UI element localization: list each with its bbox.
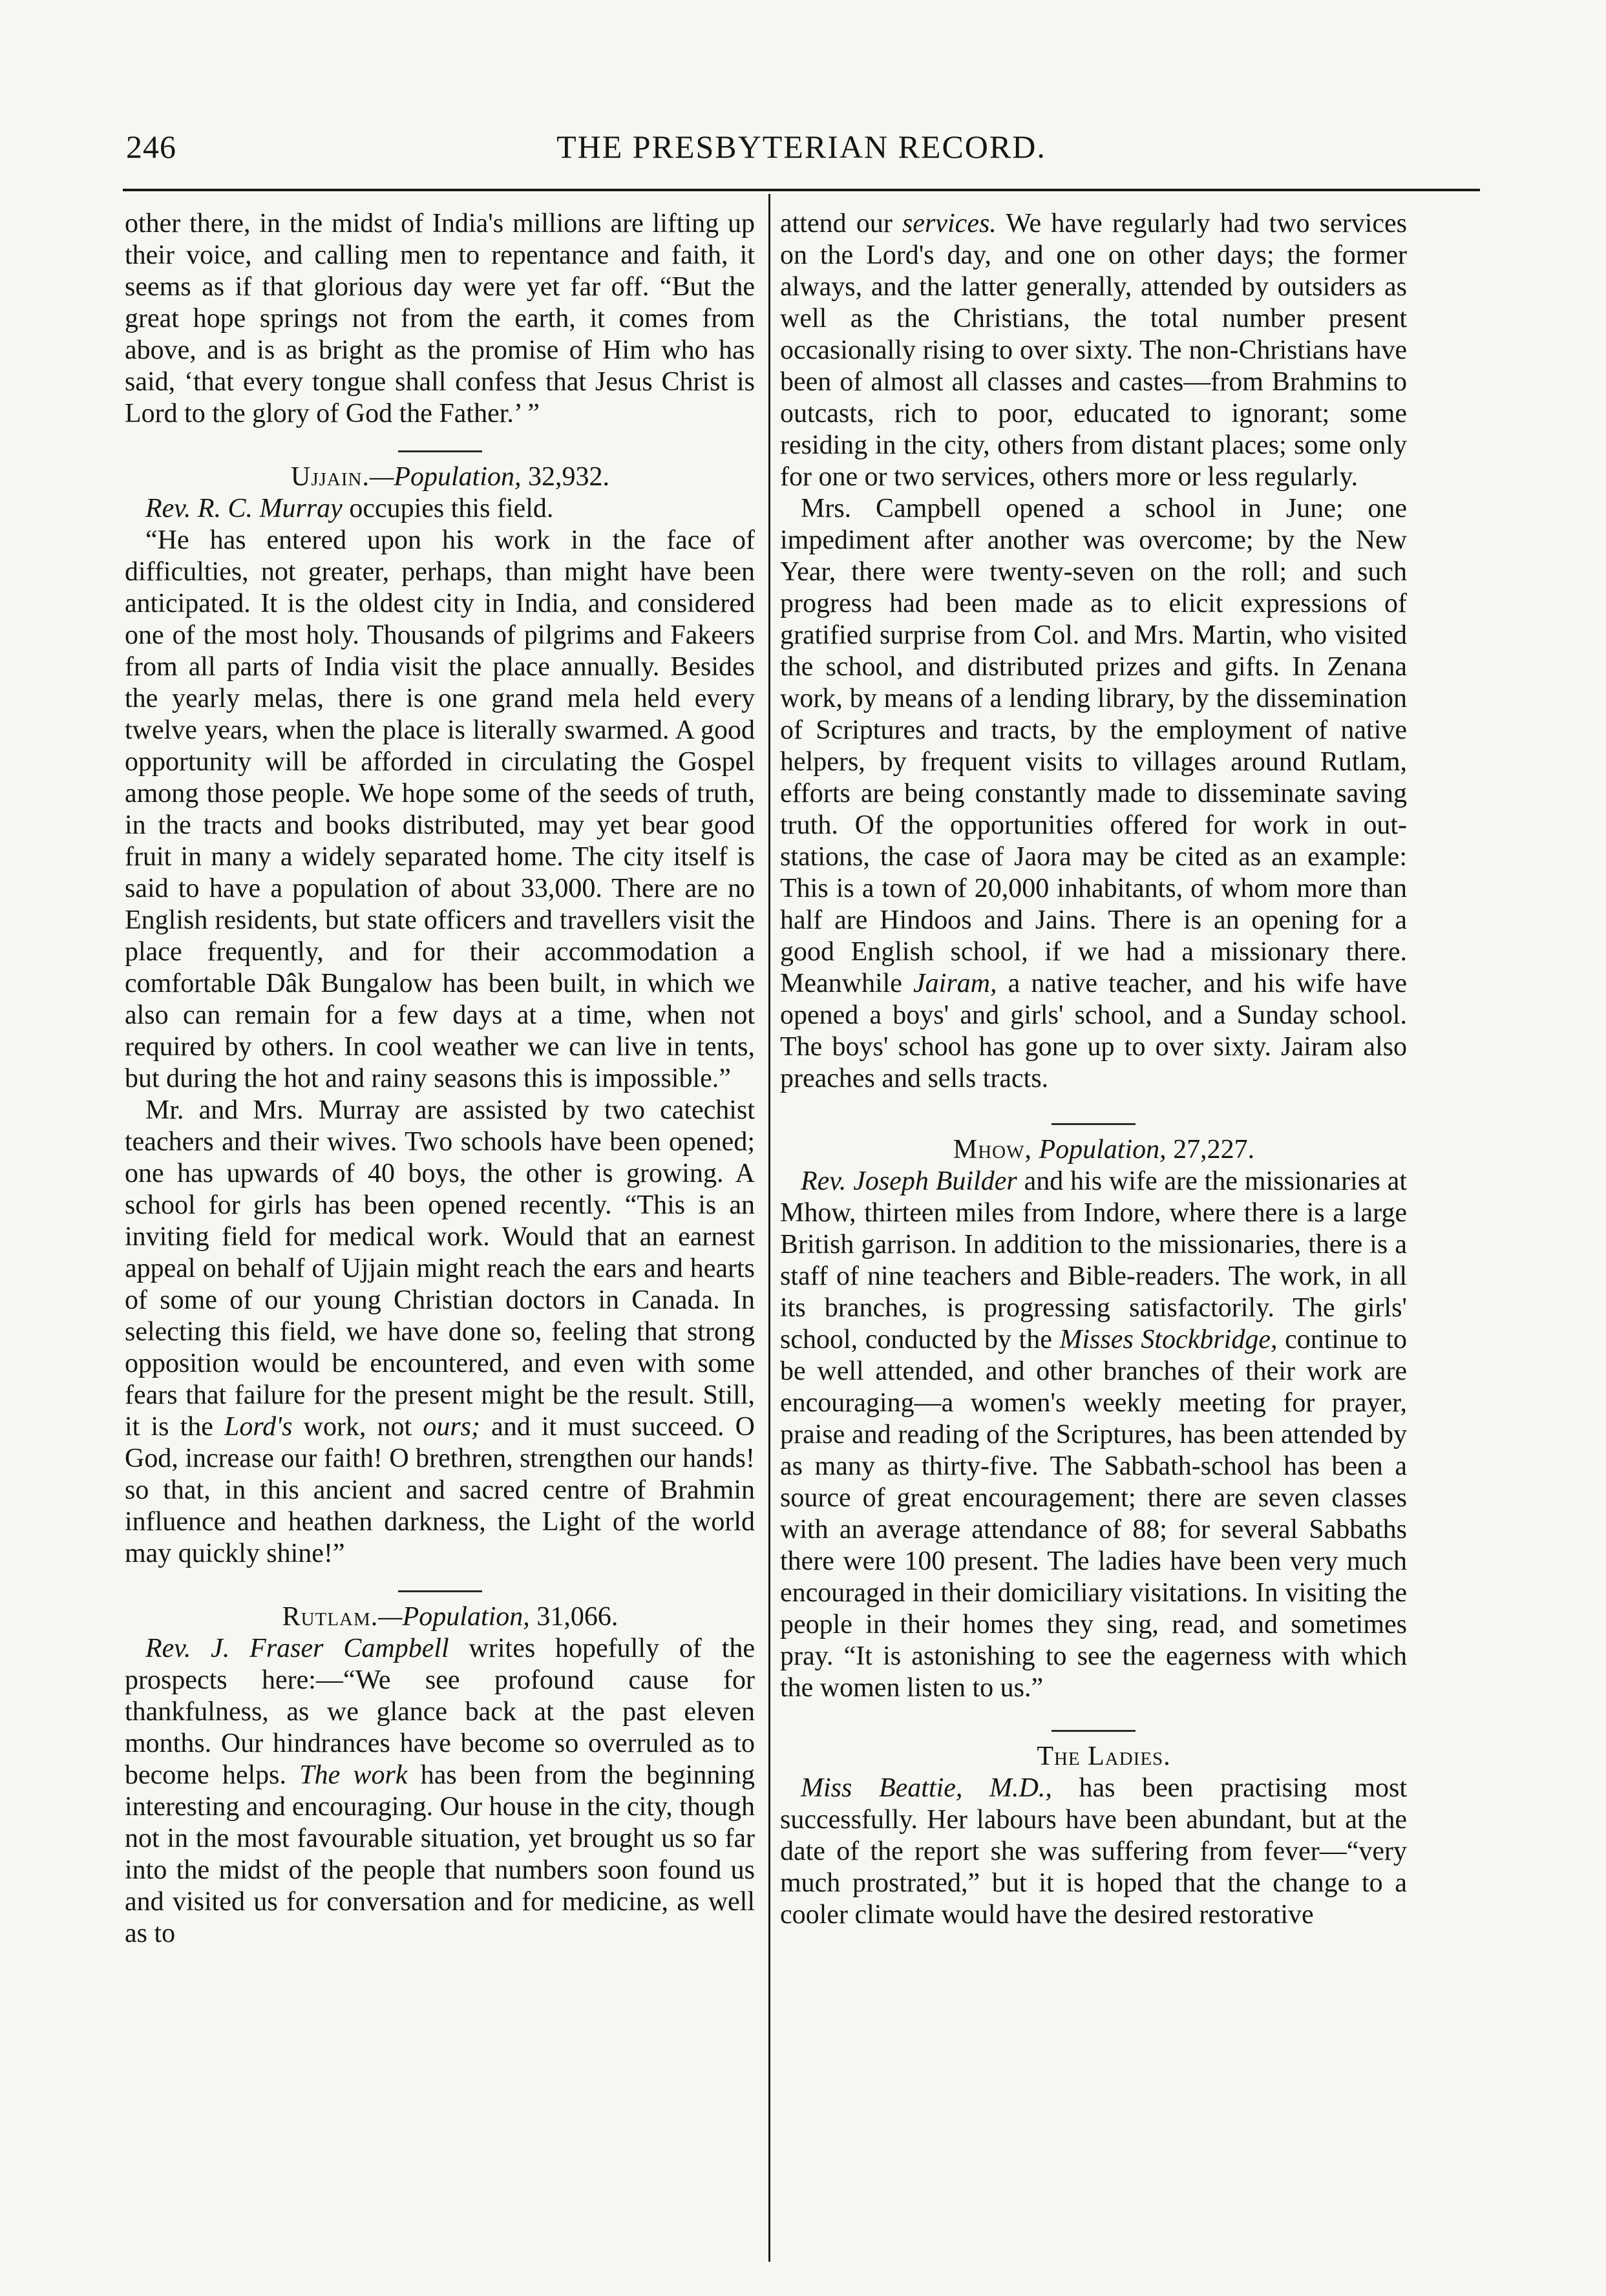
page-number: 246 [126,129,176,165]
heading-number: 31,066. [529,1602,618,1632]
section-heading-rutlam [125,1601,755,1633]
journal-title: THE PRESBYTERIAN RECORD. [556,129,1046,165]
text-run: We have regularly had two services on the Lord's day, and one on other days; the former always, and the latter generally, attended by outsiders as well as the Christians, the total number present occasionally rising to over sixty. The non-Christians have been of almost all classes and castes—from Brahmins to outcasts, rich to poor, educated to ignorant; some residing in the city, others from distant places; some only for one or two services, others more or less regularly. [780,209,1408,492]
text-run: Mrs. Campbell opened a school in June; one impediment after another was overcome; by the New Year, there were twenty-seven on the roll; and such progress had been made as to elicit expressions of gratified surprise from Col. and Mrs. Martin, who visited the school, and distributed prizes and gifts. In Zenana work, by means of a lending library, by the dissemination of Scriptures and tracts, by the employment of native helpers, by frequent visits to villages around Rutlam, efforts are being constantly made to disseminate saving truth. Of the opportunities offered for work in out-stations, the case of Jaora may be cited as an example: This is a town of 20,000 inhabitants, of whom more than half are Hindoos and Jains. There is an opening for a good English school, if we had a missionary there. Meanwhile [780,494,1407,998]
header-rule [123,189,1480,191]
left-column [125,208,755,1950]
text-run: a native teacher, and his wife have opened a boys' and girls' school, and a Sunday school. The boys' school has gone up to over sixty. Jairam also preaches and sells tracts. [780,969,1407,1093]
emphasis: Misses Stockbridge, [1059,1325,1278,1354]
text-run: work, not [292,1412,423,1442]
emphasis: Lord's [224,1412,293,1442]
heading-label: Population, [1031,1135,1167,1164]
text-run: and it must succeed. O God, increase our faith! O brethren, strengthen our hands! so that, in this ancient and sacred centre of Brahmin influence and heathen darkness, the Light of the world may quickly shine!” [125,1412,755,1568]
section-heading-ujjain [125,461,755,493]
missionary-name: Rev. R. C. Murray [145,494,343,523]
section-separator [398,450,482,452]
ujjain-paragraph-2 [125,1095,755,1570]
rutlam-paragraph-1 [125,1633,755,1950]
heading-number: 27,227. [1166,1135,1255,1164]
heading-number: 32,932. [521,462,609,492]
heading-place: Rutlam. [282,1602,379,1632]
missionary-text: occupies this field. [342,494,554,523]
rutlam-continuation [780,208,1407,493]
ujjain-paragraph-1: “He has entered upon his work in the face of difficulties, not greater, perhaps, than might have been anticipated. It is the oldest city in India, and considered one of the most holy. Thousands of pilgrims and Fakeers from all parts of India visit the place annually. Besides the yearly melas, there is one grand mela held every twelve years, when the place is literally swarmed. A good opportunity will be afforded in circulating the Gospel among those people. We hope some of the seeds of truth, in the tracts and books distributed, may yet bear good fruit in many a widely separated home. The city itself is said to have a population of about 33,000. There are no English residents, but state officers and travellers visit the place frequently, and for their accommodation a comfortable Dâk Bungalow has been built, in which we also can remain for a few days at a time, when not required by others. In cool weather we can live in tents, but during the hot and rainy seasons this is impossible.” [125,525,755,1093]
heading-label: —Population, [369,462,522,492]
heading-place: Mhow, [953,1135,1032,1164]
text-run: and his wife are the missionaries at Mhow, thirteen miles from Indore, where there is a large British garrison. In addition to the missionaries, there is a staff of nine teachers and Bible-readers. The work, in all its branches, is progressing satisfactorily. The girls' school, conducted by the [780,1166,1407,1354]
mhow-paragraph [780,1166,1407,1704]
missionary-name: Rev. J. Fraser Campbell [145,1634,449,1663]
text-run: has been from the beginning interesting and encouraging. Our house in the city, though not in the most favourable situation, yet brought us so far into the midst of the people that numbers soon found us and visited us for conversation and for medicine, as well as to [125,1760,755,1948]
emphasis: ours; [423,1412,481,1442]
section-separator [1051,1730,1136,1732]
emphasis: services. [902,209,997,238]
rutlam-paragraph-2 [780,493,1407,1095]
ujjain-missionary [125,493,755,525]
section-separator [398,1590,482,1592]
missionary-name: Rev. Joseph Builder [801,1166,1017,1196]
page-header [126,128,1477,180]
text-run: writes hopefully of the prospects here:—“We see profound cause for thankfulness, as we glance back at the past eleven months. Our hindrances have become so overruled as to become helps. [125,1634,755,1790]
intro-paragraph: other there, in the midst of India's millions are lifting up their voice, and calling men to repentance and faith, it seems as if that glorious day were yet far off. “But the great hope springs not from the earth, it comes from above, and is as bright as the promise of Him who has said, ‘that every tongue shall confess that Jesus Christ is Lord to the glory of God the Father.’ ” [125,209,755,428]
emphasis: The work [299,1760,408,1790]
text-run: continue to be well attended, and other branches of their work are encouraging—a women's weekly meeting for prayer, praise and reading of the Scriptures, has been attended by as many as thirty-five. The Sabbath-school has been a source of great encouragement; there are seven classes with an average attendance of 88; for several Sabbaths there were 100 present. The ladies have been very much encouraged in their domiciliary visitations. In visiting the people in their homes they sing, read, and sometimes pray. “It is astonishing to see the eagerness with which the women listen to us.” [780,1325,1407,1703]
text-run: Mr. and Mrs. Murray are assisted by two catechist teachers and their wives. Two schools have been opened; one has upwards of 40 boys, the other is growing. A school for girls has been opened recently. “This is an inviting field for medical work. Would that an earnest appeal on behalf of Ujjain might reach the ears and hearts of some of our young Christian doctors in Canada. In selecting this field, we have done so, feeling that strong opposition would be encountered, and even with some fears that failure for the present might be the result. Still, it is the [125,1095,755,1442]
person-name: Miss Beattie, M.D., [801,1773,1052,1803]
heading-place: Ujjain. [291,462,370,492]
text-run: attend our [780,209,903,238]
section-heading-mhow [780,1134,1407,1166]
heading-label: —Population, [378,1602,530,1632]
right-column [780,208,1407,1931]
section-heading-ladies: The Ladies. [1037,1742,1171,1771]
column-divider [768,194,770,2262]
section-separator [1051,1123,1136,1125]
emphasis: Jairam, [913,969,997,998]
ladies-paragraph [780,1773,1407,1931]
text-run: has been practising most successfully. Her labours have been abundant, but at the date of the report she was suffering from fever—“very much prostrated,” but it is hoped that the change to a cooler climate would have the desired restorative [780,1773,1408,1930]
